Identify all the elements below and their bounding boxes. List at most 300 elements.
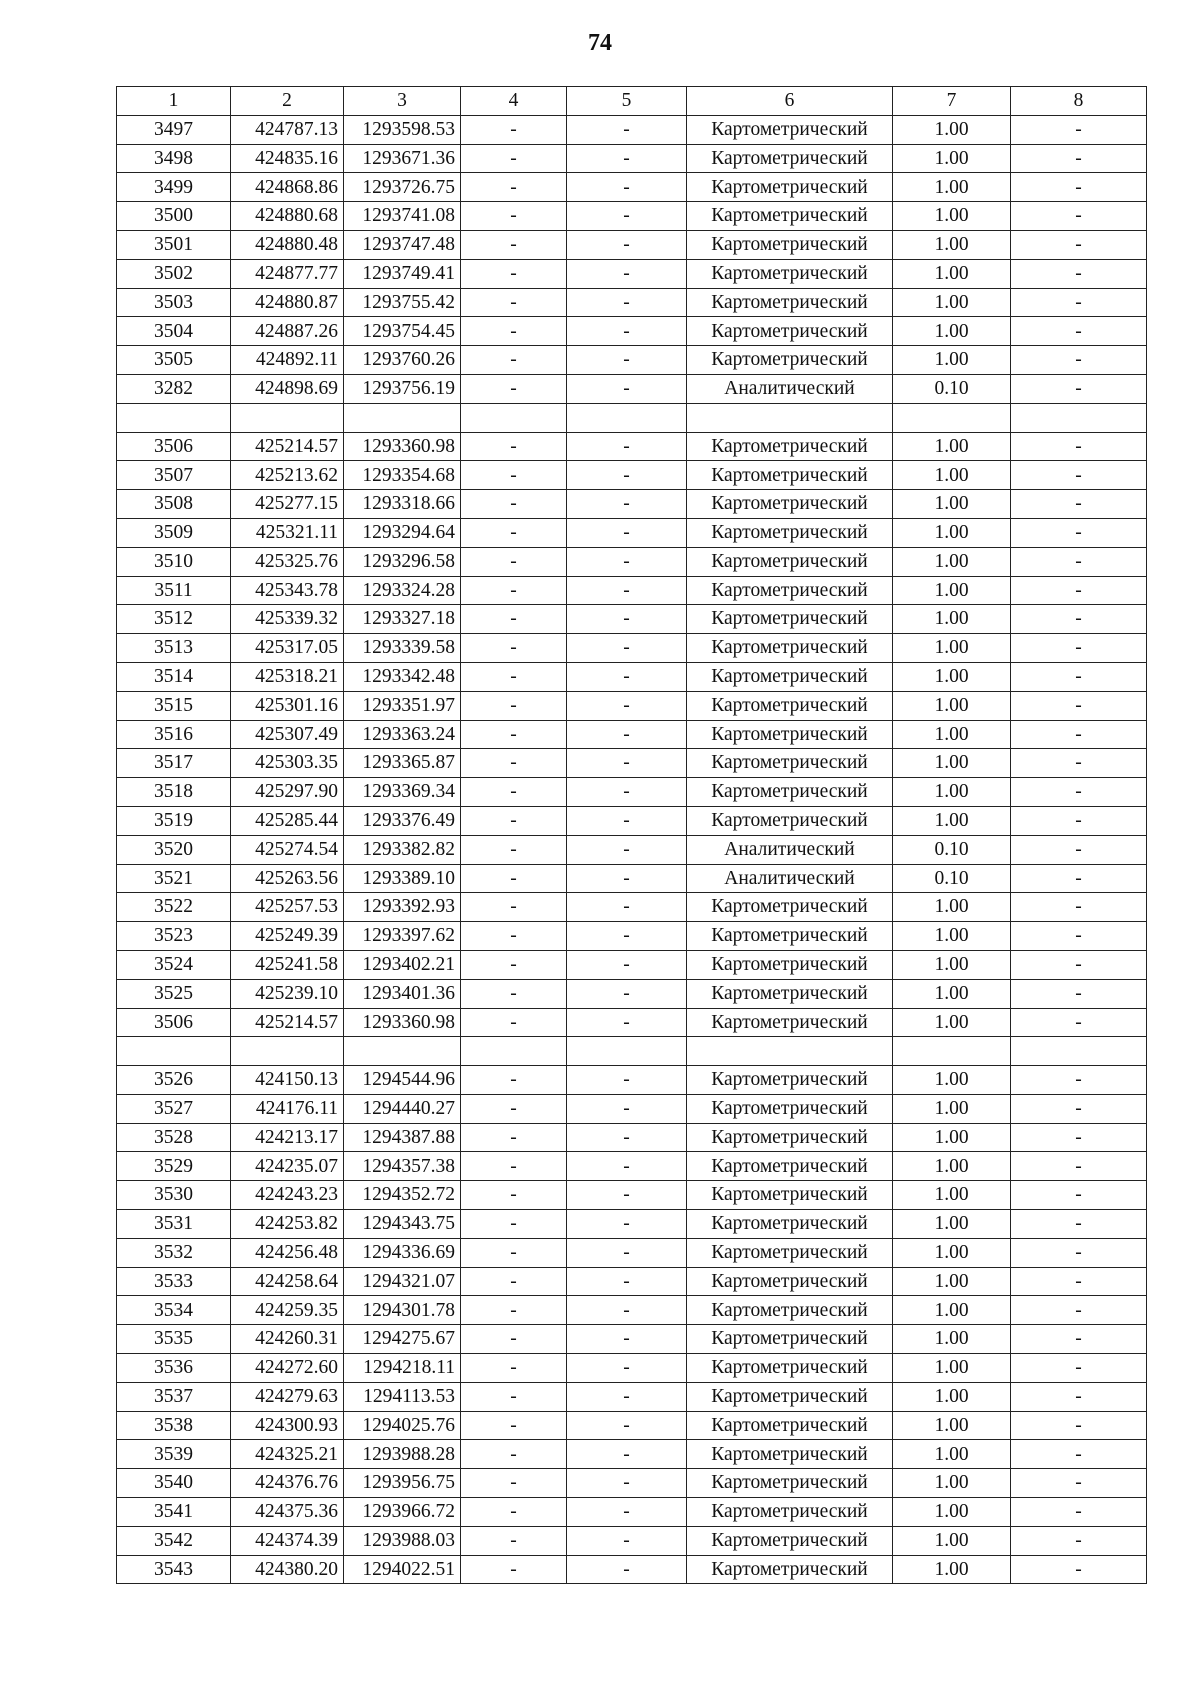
y-coordinate-cell: 1293726.75: [344, 173, 461, 202]
point-number-cell: 3506: [117, 432, 231, 461]
y-coordinate-cell: 1293397.62: [344, 922, 461, 951]
col4-cell: -: [461, 893, 567, 922]
y-coordinate-cell: 1293365.87: [344, 749, 461, 778]
method-cell: Картометрический: [687, 1498, 893, 1527]
method-cell: Аналитический: [687, 864, 893, 893]
method-cell: Картометрический: [687, 1123, 893, 1152]
accuracy-cell: 1.00: [893, 490, 1011, 519]
empty-cell: [344, 1037, 461, 1066]
empty-cell: [461, 403, 567, 432]
accuracy-cell: 1.00: [893, 1152, 1011, 1181]
col8-cell: -: [1011, 173, 1147, 202]
y-coordinate-cell: 1293966.72: [344, 1498, 461, 1527]
accuracy-cell: 1.00: [893, 518, 1011, 547]
accuracy-cell: 0.10: [893, 374, 1011, 403]
col8-cell: -: [1011, 259, 1147, 288]
point-number-cell: 3537: [117, 1382, 231, 1411]
accuracy-cell: 1.00: [893, 922, 1011, 951]
point-number-cell: 3536: [117, 1354, 231, 1383]
method-cell: Картометрический: [687, 230, 893, 259]
y-coordinate-cell: 1293741.08: [344, 202, 461, 231]
col8-cell: -: [1011, 778, 1147, 807]
col8-cell: -: [1011, 1526, 1147, 1555]
empty-cell: [117, 403, 231, 432]
x-coordinate-cell: 424300.93: [231, 1411, 344, 1440]
point-number-cell: 3503: [117, 288, 231, 317]
col8-cell: -: [1011, 1094, 1147, 1123]
col4-cell: -: [461, 806, 567, 835]
point-number-cell: 3531: [117, 1210, 231, 1239]
method-cell: Картометрический: [687, 1210, 893, 1239]
col4-cell: -: [461, 720, 567, 749]
x-coordinate-cell: 425214.57: [231, 1008, 344, 1037]
col8-cell: -: [1011, 374, 1147, 403]
accuracy-cell: 1.00: [893, 806, 1011, 835]
y-coordinate-cell: 1293747.48: [344, 230, 461, 259]
table-row: [117, 778, 1147, 807]
x-coordinate-cell: 425277.15: [231, 490, 344, 519]
method-cell: Картометрический: [687, 1094, 893, 1123]
y-coordinate-cell: 1294352.72: [344, 1181, 461, 1210]
x-coordinate-cell: 424325.21: [231, 1440, 344, 1469]
accuracy-cell: 1.00: [893, 1382, 1011, 1411]
col5-cell: -: [567, 691, 687, 720]
x-coordinate-cell: 425213.62: [231, 461, 344, 490]
table-row: [117, 288, 1147, 317]
x-coordinate-cell: 425307.49: [231, 720, 344, 749]
point-number-cell: 3535: [117, 1325, 231, 1354]
y-coordinate-cell: 1293296.58: [344, 547, 461, 576]
table-row: [117, 346, 1147, 375]
accuracy-cell: 1.00: [893, 346, 1011, 375]
x-coordinate-cell: 424260.31: [231, 1325, 344, 1354]
table-row: [117, 461, 1147, 490]
col4-cell: -: [461, 1238, 567, 1267]
accuracy-cell: 1.00: [893, 1123, 1011, 1152]
method-cell: Картометрический: [687, 1238, 893, 1267]
accuracy-cell: 1.00: [893, 173, 1011, 202]
col4-cell: -: [461, 547, 567, 576]
y-coordinate-cell: 1293956.75: [344, 1469, 461, 1498]
empty-cell: [231, 403, 344, 432]
x-coordinate-cell: 424877.77: [231, 259, 344, 288]
point-number-cell: 3529: [117, 1152, 231, 1181]
header-cell: 5: [567, 87, 687, 116]
x-coordinate-cell: 425297.90: [231, 778, 344, 807]
y-coordinate-cell: 1293318.66: [344, 490, 461, 519]
accuracy-cell: 1.00: [893, 691, 1011, 720]
method-cell: Картометрический: [687, 1411, 893, 1440]
method-cell: Картометрический: [687, 461, 893, 490]
table-row: [117, 230, 1147, 259]
col8-cell: -: [1011, 1152, 1147, 1181]
table-row: [117, 1526, 1147, 1555]
col5-cell: -: [567, 1440, 687, 1469]
col5-cell: -: [567, 922, 687, 951]
method-cell: Картометрический: [687, 346, 893, 375]
col5-cell: -: [567, 835, 687, 864]
col5-cell: -: [567, 1181, 687, 1210]
col4-cell: -: [461, 605, 567, 634]
col5-cell: -: [567, 1210, 687, 1239]
accuracy-cell: 1.00: [893, 634, 1011, 663]
method-cell: Картометрический: [687, 432, 893, 461]
col4-cell: -: [461, 1094, 567, 1123]
col8-cell: -: [1011, 1354, 1147, 1383]
col8-cell: -: [1011, 1267, 1147, 1296]
accuracy-cell: 1.00: [893, 1555, 1011, 1584]
col5-cell: -: [567, 461, 687, 490]
accuracy-cell: 0.10: [893, 835, 1011, 864]
table-row: [117, 1181, 1147, 1210]
col5-cell: -: [567, 950, 687, 979]
x-coordinate-cell: 424375.36: [231, 1498, 344, 1527]
table-row: [117, 1008, 1147, 1037]
y-coordinate-cell: 1294336.69: [344, 1238, 461, 1267]
x-coordinate-cell: 424880.87: [231, 288, 344, 317]
table-row: [117, 922, 1147, 951]
col4-cell: -: [461, 950, 567, 979]
y-coordinate-cell: 1293360.98: [344, 1008, 461, 1037]
col5-cell: -: [567, 432, 687, 461]
col4-cell: -: [461, 1325, 567, 1354]
col5-cell: -: [567, 1066, 687, 1095]
x-coordinate-cell: 424150.13: [231, 1066, 344, 1095]
col5-cell: -: [567, 490, 687, 519]
col8-cell: -: [1011, 662, 1147, 691]
col4-cell: -: [461, 662, 567, 691]
empty-cell: [461, 1037, 567, 1066]
col8-cell: -: [1011, 230, 1147, 259]
empty-cell: [893, 1037, 1011, 1066]
method-cell: Картометрический: [687, 1555, 893, 1584]
col5-cell: -: [567, 749, 687, 778]
col8-cell: -: [1011, 893, 1147, 922]
y-coordinate-cell: 1293354.68: [344, 461, 461, 490]
x-coordinate-cell: 424787.13: [231, 115, 344, 144]
col5-cell: -: [567, 979, 687, 1008]
y-coordinate-cell: 1293756.19: [344, 374, 461, 403]
table-row: [117, 1123, 1147, 1152]
method-cell: Аналитический: [687, 835, 893, 864]
x-coordinate-cell: 424176.11: [231, 1094, 344, 1123]
empty-cell: [1011, 403, 1147, 432]
table-row: [117, 547, 1147, 576]
y-coordinate-cell: 1293755.42: [344, 288, 461, 317]
col5-cell: -: [567, 518, 687, 547]
empty-cell: [567, 1037, 687, 1066]
y-coordinate-cell: 1293988.28: [344, 1440, 461, 1469]
x-coordinate-cell: 424243.23: [231, 1181, 344, 1210]
point-number-cell: 3516: [117, 720, 231, 749]
accuracy-cell: 1.00: [893, 202, 1011, 231]
method-cell: Картометрический: [687, 749, 893, 778]
col4-cell: -: [461, 634, 567, 663]
method-cell: Картометрический: [687, 1181, 893, 1210]
col8-cell: -: [1011, 518, 1147, 547]
x-coordinate-cell: 424253.82: [231, 1210, 344, 1239]
col8-cell: -: [1011, 576, 1147, 605]
method-cell: Картометрический: [687, 317, 893, 346]
x-coordinate-cell: 424213.17: [231, 1123, 344, 1152]
point-number-cell: 3542: [117, 1526, 231, 1555]
y-coordinate-cell: 1294022.51: [344, 1555, 461, 1584]
point-number-cell: 3505: [117, 346, 231, 375]
x-coordinate-cell: 425239.10: [231, 979, 344, 1008]
col4-cell: -: [461, 1210, 567, 1239]
col4-cell: -: [461, 1181, 567, 1210]
col5-cell: -: [567, 720, 687, 749]
col8-cell: -: [1011, 288, 1147, 317]
method-cell: Картометрический: [687, 259, 893, 288]
col4-cell: -: [461, 461, 567, 490]
point-number-cell: 3509: [117, 518, 231, 547]
col4-cell: -: [461, 317, 567, 346]
point-number-cell: 3528: [117, 1123, 231, 1152]
point-number-cell: 3539: [117, 1440, 231, 1469]
col5-cell: -: [567, 778, 687, 807]
x-coordinate-cell: 424374.39: [231, 1526, 344, 1555]
table-row: [117, 202, 1147, 231]
col8-cell: -: [1011, 1382, 1147, 1411]
col5-cell: -: [567, 1411, 687, 1440]
col5-cell: -: [567, 1526, 687, 1555]
method-cell: Картометрический: [687, 1296, 893, 1325]
accuracy-cell: 1.00: [893, 1325, 1011, 1354]
table-row: [117, 432, 1147, 461]
col5-cell: -: [567, 202, 687, 231]
col8-cell: -: [1011, 1181, 1147, 1210]
col5-cell: -: [567, 1008, 687, 1037]
y-coordinate-cell: 1293392.93: [344, 893, 461, 922]
accuracy-cell: 1.00: [893, 259, 1011, 288]
col8-cell: -: [1011, 864, 1147, 893]
table-row: [117, 1411, 1147, 1440]
point-number-cell: 3541: [117, 1498, 231, 1527]
method-cell: Картометрический: [687, 605, 893, 634]
col8-cell: -: [1011, 749, 1147, 778]
col4-cell: -: [461, 864, 567, 893]
accuracy-cell: 1.00: [893, 1066, 1011, 1095]
accuracy-cell: 1.00: [893, 1181, 1011, 1210]
method-cell: Картометрический: [687, 1325, 893, 1354]
col8-cell: -: [1011, 691, 1147, 720]
table-row: [117, 317, 1147, 346]
point-number-cell: 3511: [117, 576, 231, 605]
method-cell: Картометрический: [687, 1066, 893, 1095]
col5-cell: -: [567, 115, 687, 144]
x-coordinate-cell: 425318.21: [231, 662, 344, 691]
col4-cell: -: [461, 1354, 567, 1383]
col4-cell: -: [461, 922, 567, 951]
point-number-cell: 3497: [117, 115, 231, 144]
header-cell: 1: [117, 87, 231, 116]
point-number-cell: 3523: [117, 922, 231, 951]
col8-cell: -: [1011, 317, 1147, 346]
y-coordinate-cell: 1294113.53: [344, 1382, 461, 1411]
header-cell: 6: [687, 87, 893, 116]
table-row: [117, 864, 1147, 893]
point-number-cell: 3519: [117, 806, 231, 835]
col8-cell: -: [1011, 432, 1147, 461]
method-cell: Картометрический: [687, 893, 893, 922]
method-cell: Картометрический: [687, 1354, 893, 1383]
header-cell: 8: [1011, 87, 1147, 116]
accuracy-cell: 0.10: [893, 864, 1011, 893]
point-number-cell: 3534: [117, 1296, 231, 1325]
accuracy-cell: 1.00: [893, 1498, 1011, 1527]
col5-cell: -: [567, 547, 687, 576]
col4-cell: -: [461, 518, 567, 547]
y-coordinate-cell: 1293327.18: [344, 605, 461, 634]
y-coordinate-cell: 1293988.03: [344, 1526, 461, 1555]
col8-cell: -: [1011, 1411, 1147, 1440]
accuracy-cell: 1.00: [893, 662, 1011, 691]
accuracy-cell: 1.00: [893, 1526, 1011, 1555]
x-coordinate-cell: 425263.56: [231, 864, 344, 893]
point-number-cell: 3513: [117, 634, 231, 663]
method-cell: Картометрический: [687, 1440, 893, 1469]
header-cell: 2: [231, 87, 344, 116]
method-cell: Картометрический: [687, 1152, 893, 1181]
table-row: [117, 691, 1147, 720]
method-cell: Картометрический: [687, 691, 893, 720]
point-number-cell: 3524: [117, 950, 231, 979]
x-coordinate-cell: 425343.78: [231, 576, 344, 605]
point-number-cell: 3517: [117, 749, 231, 778]
col5-cell: -: [567, 662, 687, 691]
col4-cell: -: [461, 1411, 567, 1440]
y-coordinate-cell: 1294218.11: [344, 1354, 461, 1383]
method-cell: Картометрический: [687, 576, 893, 605]
accuracy-cell: 1.00: [893, 288, 1011, 317]
table-body: [117, 87, 1147, 1584]
x-coordinate-cell: 424259.35: [231, 1296, 344, 1325]
col4-cell: -: [461, 288, 567, 317]
header-cell: 4: [461, 87, 567, 116]
header-cell: 7: [893, 87, 1011, 116]
table-row: [117, 979, 1147, 1008]
point-number-cell: 3540: [117, 1469, 231, 1498]
col5-cell: -: [567, 605, 687, 634]
empty-cell: [117, 1037, 231, 1066]
x-coordinate-cell: 424256.48: [231, 1238, 344, 1267]
col5-cell: -: [567, 893, 687, 922]
y-coordinate-cell: 1293382.82: [344, 835, 461, 864]
y-coordinate-cell: 1294025.76: [344, 1411, 461, 1440]
col8-cell: -: [1011, 1210, 1147, 1239]
table-header-row: [117, 87, 1147, 116]
col8-cell: -: [1011, 1008, 1147, 1037]
point-number-cell: 3515: [117, 691, 231, 720]
col4-cell: -: [461, 115, 567, 144]
method-cell: Картометрический: [687, 1008, 893, 1037]
point-number-cell: 3520: [117, 835, 231, 864]
table-row: [117, 1469, 1147, 1498]
col4-cell: -: [461, 979, 567, 1008]
y-coordinate-cell: 1294440.27: [344, 1094, 461, 1123]
col4-cell: -: [461, 490, 567, 519]
accuracy-cell: 1.00: [893, 1354, 1011, 1383]
y-coordinate-cell: 1293363.24: [344, 720, 461, 749]
y-coordinate-cell: 1294275.67: [344, 1325, 461, 1354]
y-coordinate-cell: 1294301.78: [344, 1296, 461, 1325]
table-row: [117, 1498, 1147, 1527]
col4-cell: -: [461, 1123, 567, 1152]
col4-cell: -: [461, 173, 567, 202]
table-row: [117, 144, 1147, 173]
method-cell: Картометрический: [687, 490, 893, 519]
table-row: [117, 1440, 1147, 1469]
x-coordinate-cell: 425339.32: [231, 605, 344, 634]
accuracy-cell: 1.00: [893, 1411, 1011, 1440]
empty-cell: [1011, 1037, 1147, 1066]
empty-cell: [344, 403, 461, 432]
col8-cell: -: [1011, 1498, 1147, 1527]
col5-cell: -: [567, 288, 687, 317]
empty-cell: [687, 1037, 893, 1066]
col4-cell: -: [461, 374, 567, 403]
y-coordinate-cell: 1293324.28: [344, 576, 461, 605]
col5-cell: -: [567, 144, 687, 173]
x-coordinate-cell: 424898.69: [231, 374, 344, 403]
point-number-cell: 3526: [117, 1066, 231, 1095]
accuracy-cell: 1.00: [893, 778, 1011, 807]
table-row: [117, 835, 1147, 864]
accuracy-cell: 1.00: [893, 115, 1011, 144]
col5-cell: -: [567, 317, 687, 346]
method-cell: Картометрический: [687, 778, 893, 807]
y-coordinate-cell: 1293401.36: [344, 979, 461, 1008]
point-number-cell: 3543: [117, 1555, 231, 1584]
method-cell: Картометрический: [687, 547, 893, 576]
point-number-cell: 3525: [117, 979, 231, 1008]
accuracy-cell: 1.00: [893, 950, 1011, 979]
col8-cell: -: [1011, 806, 1147, 835]
col4-cell: -: [461, 346, 567, 375]
table-row: [117, 115, 1147, 144]
x-coordinate-cell: 424380.20: [231, 1555, 344, 1584]
point-number-cell: 3507: [117, 461, 231, 490]
y-coordinate-cell: 1294387.88: [344, 1123, 461, 1152]
col8-cell: -: [1011, 1469, 1147, 1498]
col8-cell: -: [1011, 1066, 1147, 1095]
point-number-cell: 3521: [117, 864, 231, 893]
col4-cell: -: [461, 1267, 567, 1296]
accuracy-cell: 1.00: [893, 1296, 1011, 1325]
table-row: [117, 1238, 1147, 1267]
col8-cell: -: [1011, 490, 1147, 519]
accuracy-cell: 1.00: [893, 1094, 1011, 1123]
table-row: [117, 576, 1147, 605]
method-cell: Картометрический: [687, 922, 893, 951]
y-coordinate-cell: 1293360.98: [344, 432, 461, 461]
col8-cell: -: [1011, 1296, 1147, 1325]
table-row: [117, 1555, 1147, 1584]
y-coordinate-cell: 1293342.48: [344, 662, 461, 691]
col5-cell: -: [567, 1123, 687, 1152]
col8-cell: -: [1011, 1238, 1147, 1267]
method-cell: Картометрический: [687, 1382, 893, 1411]
method-cell: Картометрический: [687, 1469, 893, 1498]
point-number-cell: 3504: [117, 317, 231, 346]
col4-cell: -: [461, 1296, 567, 1325]
accuracy-cell: 1.00: [893, 979, 1011, 1008]
x-coordinate-cell: 425303.35: [231, 749, 344, 778]
col8-cell: -: [1011, 922, 1147, 951]
col5-cell: -: [567, 230, 687, 259]
y-coordinate-cell: 1293671.36: [344, 144, 461, 173]
